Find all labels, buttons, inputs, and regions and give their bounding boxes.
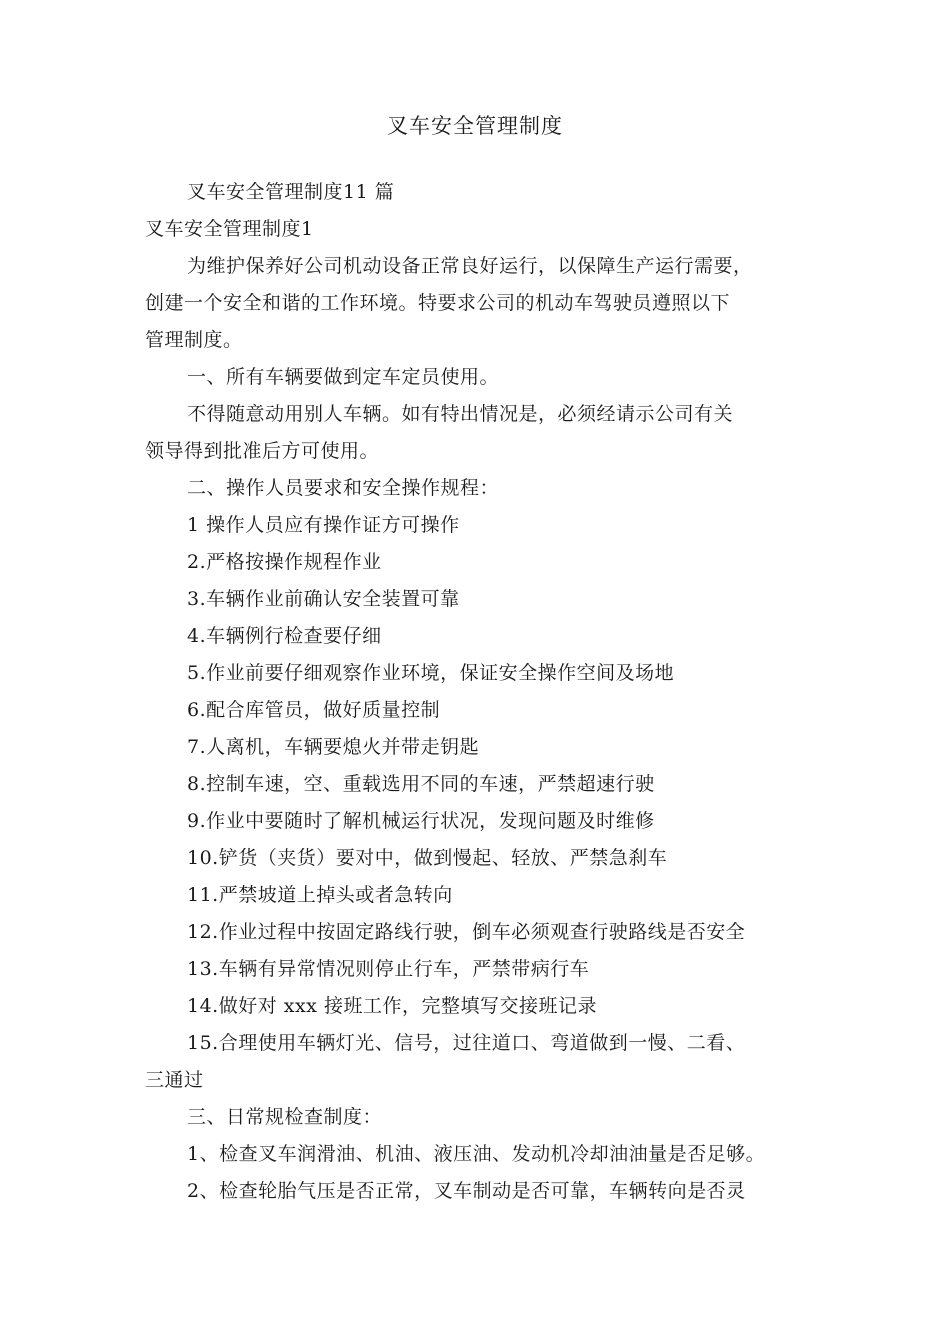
list-item: 5.作业前要仔细观察作业环境，保证安全操作空间及场地 — [187, 662, 675, 684]
list-item: 8.控制车速，空、重载选用不同的车速，严禁超速行驶 — [187, 773, 655, 795]
paragraph-heading: 叉车安全管理制度11 篇 — [187, 181, 395, 203]
list-item: 7.人离机，车辆要熄火并带走钥匙 — [187, 736, 480, 758]
paragraph-line: 不得随意动用别人车辆。如有特出情况是，必须经请示公司有关 — [187, 403, 734, 425]
list-item: 11.严禁坡道上掉头或者急转向 — [187, 884, 453, 906]
list-item: 1 操作人员应有操作证方可操作 — [187, 514, 460, 536]
list-item: 2、检查轮胎气压是否正常，叉车制动是否可靠，车辆转向是否灵 — [187, 1180, 746, 1202]
paragraph-line: 创建一个安全和谐的工作环境。特要求公司的机动车驾驶员遵照以下 — [145, 292, 731, 314]
paragraph-rule-one-detail — [145, 396, 825, 470]
list-item: 10.铲货（夹货）要对中，做到慢起、轻放、严禁急刹车 — [187, 847, 668, 869]
list-item: 9.作业中要随时了解机械运行状况，发现问题及时维修 — [187, 810, 655, 832]
paragraph-line: 15.合理使用车辆灯光、信号，过往道口、弯道做到一慢、二看、 — [187, 1032, 746, 1054]
list-item: 1、检查叉车润滑油、机油、液压油、发动机冷却油油量是否足够。 — [187, 1143, 766, 1165]
paragraph-line: 领导得到批准后方可使用。 — [145, 440, 380, 462]
paragraph-line: 管理制度。 — [145, 329, 243, 351]
list-item: 12.作业过程中按固定路线行驶，倒车必须观查行驶路线是否安全 — [187, 921, 746, 943]
paragraph-rule-three: 三、日常规检查制度： — [187, 1106, 383, 1128]
paragraph-rule-two: 二、操作人员要求和安全操作规程： — [187, 477, 500, 499]
paragraph-intro — [145, 248, 825, 359]
document-body — [145, 174, 825, 1210]
list-item — [145, 1025, 825, 1099]
list-item: 14.做好对 xxx 接班工作，完整填写交接班记录 — [187, 995, 597, 1017]
list-item: 4.车辆例行检查要仔细 — [187, 625, 382, 647]
list-item: 13.车辆有异常情况则停止行车，严禁带病行车 — [187, 958, 590, 980]
list-item: 3.车辆作业前确认安全装置可靠 — [187, 588, 460, 610]
paragraph-rule-one: 一、所有车辆要做到定车定员使用。 — [187, 366, 500, 388]
list-item: 2.严格按操作规程作业 — [187, 551, 382, 573]
document-title: 叉车安全管理制度 — [387, 114, 563, 138]
list-item: 6.配合库管员，做好质量控制 — [187, 699, 441, 721]
paragraph-line: 三通过 — [145, 1069, 204, 1091]
paragraph-line: 为维护保养好公司机动设备正常良好运行，以保障生产运行需要， — [187, 255, 753, 277]
paragraph-section-title: 叉车安全管理制度1 — [145, 218, 314, 240]
